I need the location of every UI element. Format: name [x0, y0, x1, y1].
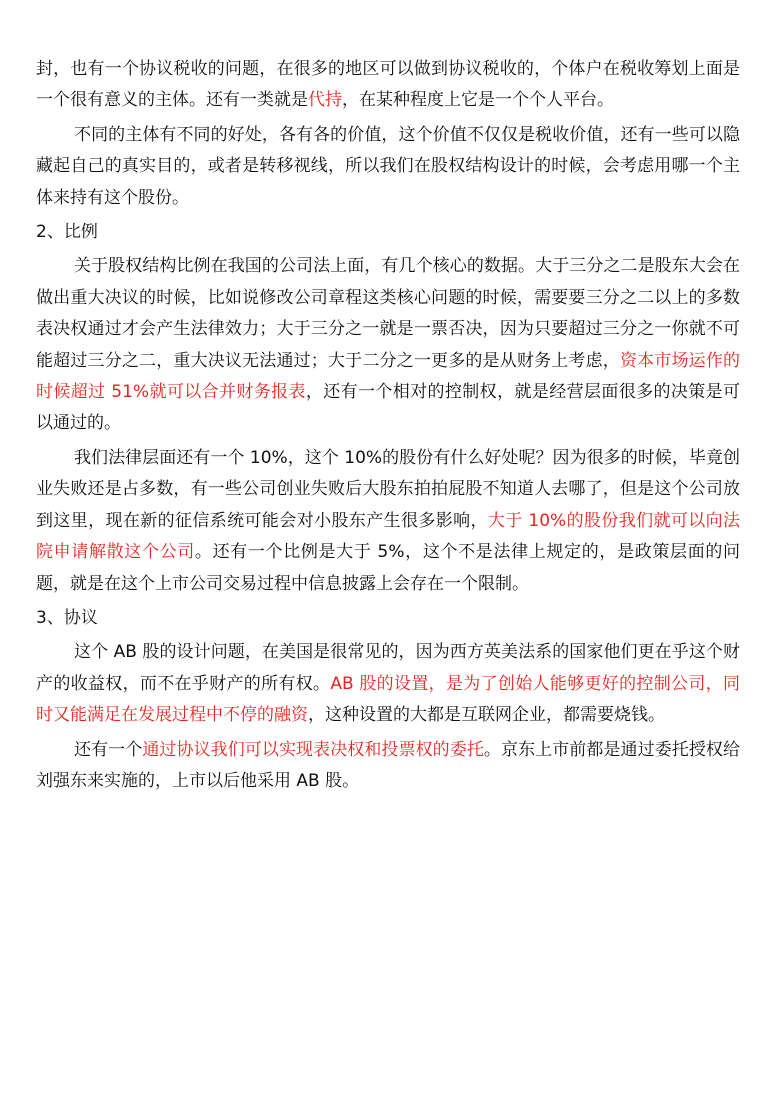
highlight-text: 资本市场运作的时候超过 51%就可以合并财务报表	[36, 350, 741, 403]
text-segment: ，在某种程度上它是一个个人平台。	[342, 90, 614, 111]
paragraph-2	[36, 120, 740, 214]
text-segment: 这个 AB 股的设计问题，在美国是很常见的，因为西方英美法系的国家他们更在乎这个财产的收益权，而不在乎财产的所有权。	[36, 642, 740, 694]
text-segment: 。京东上市前都是通过委托授权给刘强东来实施的，上市以后他采用 AB 股。	[36, 739, 741, 791]
paragraph-6	[36, 735, 740, 798]
text-segment: 。还有一个比例是大于 5%，这个不是法律上规定的，是政策层面的问题，就是在这个上市公司交易过程中信息披露上会存在一个限制。	[36, 542, 741, 594]
section-heading-agreement: 3、协议	[36, 607, 98, 628]
section-heading-ratio: 2、比例	[36, 222, 98, 243]
text-segment: 我们法律层面还有一个 10%，这个 10%的股份有什么好处呢？因为很多的时候，毕竟创业失败还是占多数，有一些公司创业失败后大股东拍拍屁股不知道人去哪了，但是这个公司放到这里，现在新的征信系统可能会对小股东产生很多影响，	[36, 447, 740, 531]
text-segment: ，这种设置的大都是互联网企业，都需要烧钱。	[308, 705, 665, 726]
text-segment: 不同的主体有不同的好处，各有各的价值，这个价值不仅仅是税收价值，还有一些可以隐藏起自己的真实目的，或者是转移视线，所以我们在股权结构设计的时候，会考虑用哪一个主体来持有这个股份。	[36, 124, 740, 208]
paragraph-1	[36, 54, 740, 117]
text-segment: 关于股权结构比例在我国的公司法上面，有几个核心的数据。大于三分之二是股东大会在做出重大决议的时候，比如说修改公司章程这类核心问题的时候，需要要三分之二以上的多数表决权通过才会产生法律效力；大于三分之一就是一票否决，因为只要超过三分之一你就不可能超过三分之二，重大决议无法通过；大于二分之一更多的是从财务上考虑，	[36, 256, 740, 371]
paragraph-3	[36, 251, 740, 439]
highlight-text: 大于 10%的股份我们就可以向法院申请解散这个公司	[36, 510, 740, 563]
highlight-text: AB 股的设置，是为了创始人能够更好的控制公司，同时又能满足在发展过程中不停的融资	[36, 673, 740, 726]
text-segment: ，还有一个相对的控制权，就是经营层面很多的决策是可以通过的。	[36, 382, 740, 434]
text-segment: 封，也有一个协议税收的问题，在很多的地区可以做到协议税收的，个体户在税收筹划上面是一个很有意义的主体。还有一类就是	[36, 59, 740, 111]
paragraph-4	[36, 443, 740, 600]
highlight-text: 代持	[308, 90, 342, 111]
text-segment: 还有一个	[74, 739, 143, 760]
document-page	[36, 54, 740, 797]
paragraph-5	[36, 637, 740, 731]
highlight-text: 通过协议我们可以实现表决权和投票权的委托	[142, 739, 484, 760]
